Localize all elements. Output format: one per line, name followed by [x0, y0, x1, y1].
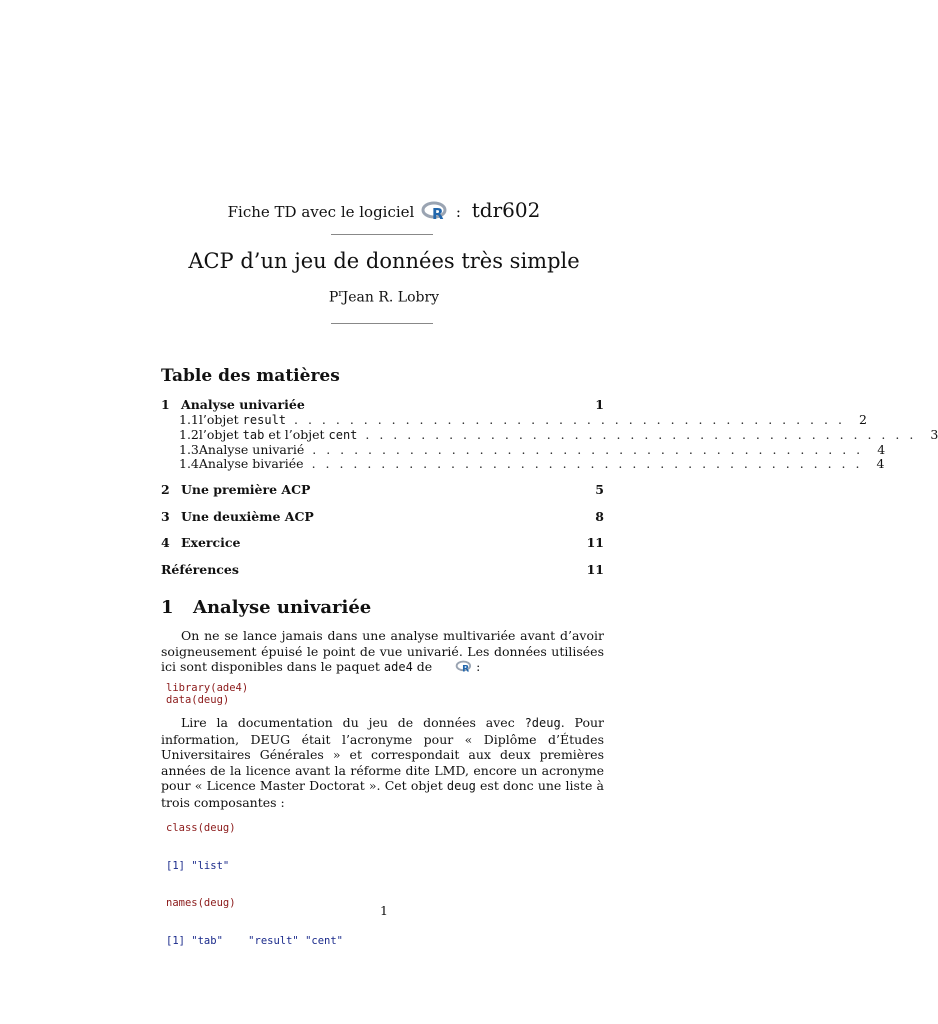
toc-entry-subsection-1-4[interactable]: 1.4 Analyse bivariée . . . . . . . . . . . . . . . . . . . . . . . . . . . . . . . . . . . . . . . . 4: [179, 456, 885, 471]
toc-leader: . . . . . . . . . . . . . . . . . . . . . . . . . . . . . . . . . . . . . . . .: [294, 412, 845, 427]
toc-entry-subsection-1-2[interactable]: 1.2 l’objet tab et l’objet cent . . . . . . . . . . . . . . . . . . . . . . . . . . . . . . . . . . . . . . . . 3: [179, 427, 938, 442]
colon: :: [455, 203, 461, 221]
toc-entry-subsection-1-3[interactable]: 1.3 Analyse univarié . . . . . . . . . . . . . . . . . . . . . . . . . . . . . . . . . . . . . . . . 4: [179, 442, 886, 457]
title-separator-bottom: [331, 323, 433, 324]
svg-text:R: R: [432, 205, 444, 223]
toc-entry-section-1[interactable]: 1 Analyse univariée 1: [161, 397, 604, 412]
toc-heading: Table des matières: [161, 366, 340, 386]
paragraph: Lire la documentation du jeu de données avec ?deug. Pour information, DEUG était l’acronyme pour « Diplôme d’Études Universitaires Générales » et correspondait aux deux premières années de la licence avant la réforme dite LMD, encore un acronyme pour « Licence Master Doctorat ». Cet objet deug est donc une liste à trois composantes :: [161, 715, 605, 810]
toc-leader: . . . . . . . . . . . . . . . . . . . . . . . . . . . . . . . . . . . . . . . .: [365, 427, 917, 442]
code-id: tdr602: [471, 198, 541, 222]
page-number: 1: [380, 903, 388, 918]
paragraph: On ne se lance jamais dans une analyse multivariée avant d’avoir soigneusement épuisé le point de vue univarié. Les données utilisées ici sont disponibles dans le paquet ade4 de R :: [161, 628, 604, 677]
fiche-line: [0, 198, 768, 225]
toc-entry-section-2[interactable]: 2 Une première ACP 5: [161, 482, 604, 497]
title-separator-top: [331, 234, 433, 235]
r-logo-icon: [436, 660, 472, 677]
section-heading: 1 Analyse univariée: [161, 597, 372, 618]
document-author: $P^rJean$ R. Lobry: [328, 289, 440, 306]
toc-entry-subsection-1-1[interactable]: 1.1 l’objet result . . . . . . . . . . . . . . . . . . . . . . . . . . . . . . . . . . . . . . . . 2: [179, 412, 867, 427]
fiche-prefix: Fiche TD avec le logiciel: [227, 203, 415, 221]
toc-entry-references[interactable]: Références 11: [161, 562, 604, 577]
document-title: ACP d’un jeu de données très simple: [188, 249, 580, 273]
code-block: class(deug) [1] "list" names(deug) [1] "tab" "result" "cent": [166, 822, 344, 947]
toc-leader: . . . . . . . . . . . . . . . . . . . . . . . . . . . . . . . . . . . . . . . .: [312, 442, 864, 457]
toc-entry-section-3[interactable]: 3 Une deuxième ACP 8: [161, 509, 604, 524]
svg-text:R: R: [462, 663, 470, 675]
r-logo-icon: [422, 201, 448, 225]
code-block: library(ade4) data(deug): [166, 682, 249, 706]
toc-leader: . . . . . . . . . . . . . . . . . . . . . . . . . . . . . . . . . . . . . . . .: [311, 456, 863, 471]
toc-entry-section-4[interactable]: 4 Exercice 11: [161, 535, 604, 550]
